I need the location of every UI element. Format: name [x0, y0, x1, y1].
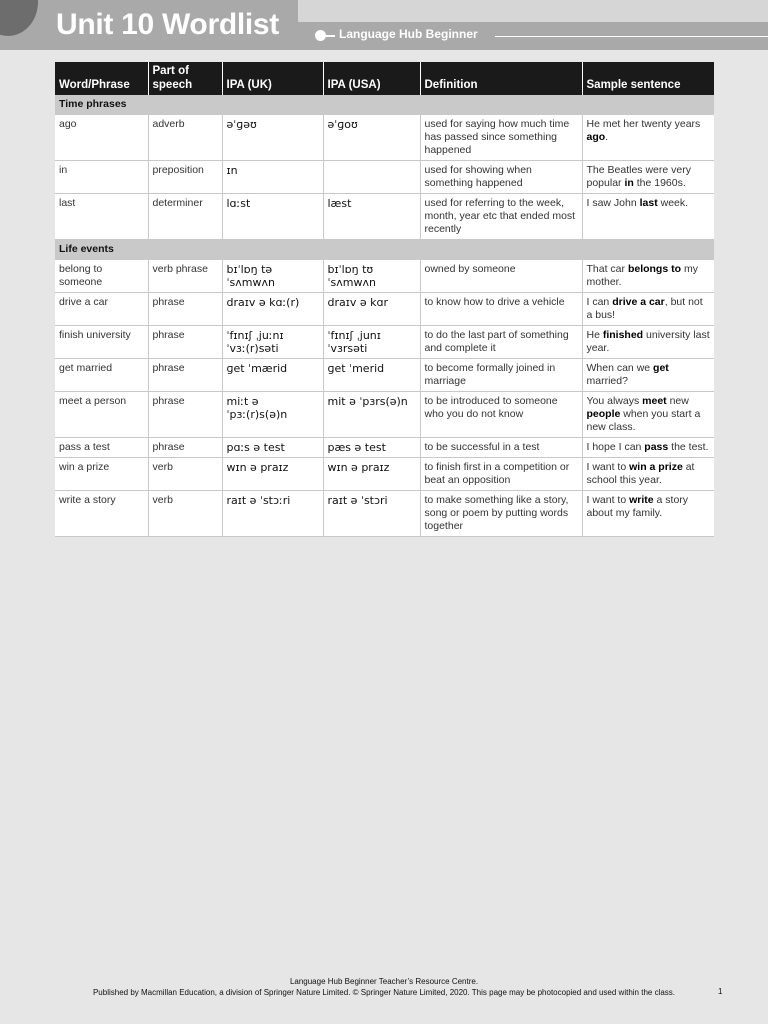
ipa-uk-cell: əˈɡəʊ [222, 115, 323, 161]
word-cell: ago [55, 115, 148, 161]
section-row [55, 95, 714, 115]
ipa-uk-cell: draɪv ə kɑː(r) [222, 293, 323, 326]
wordlist-table [55, 62, 714, 537]
highlighted-word: last [639, 197, 658, 209]
sample-sentence-cell [582, 260, 714, 293]
part-of-speech-cell: phrase [148, 326, 222, 359]
sentence-text: That car [586, 263, 628, 275]
part-of-speech-cell: phrase [148, 293, 222, 326]
table-row [55, 458, 714, 491]
ipa-uk-cell: wɪn ə praɪz [222, 458, 323, 491]
sample-sentence-cell [582, 438, 714, 458]
definition-cell: owned by someone [420, 260, 582, 293]
page-footer [0, 976, 768, 998]
page-title: Unit 10 Wordlist [56, 8, 279, 41]
ipa-us-cell: ˈfɪnɪʃ ˌjunɪˈvɜrsəti [323, 326, 420, 359]
sentence-text: You always [586, 395, 643, 407]
highlighted-word: people [586, 408, 621, 420]
word-cell: pass a test [55, 438, 148, 458]
footer-line-1: Language Hub Beginner Teacher’s Resource Centre. [289, 977, 479, 986]
column-header: IPA (UK) [222, 62, 323, 95]
part-of-speech-cell: phrase [148, 359, 222, 392]
table-row [55, 293, 714, 326]
section-row [55, 240, 714, 260]
ipa-uk-cell: ɡet ˈmærid [222, 359, 323, 392]
sentence-text: When can we [586, 362, 654, 374]
part-of-speech-cell: preposition [148, 161, 222, 194]
ipa-us-cell: mit ə ˈpɜrs(ə)n [323, 392, 420, 438]
word-cell: get married [55, 359, 148, 392]
word-cell: belong to someone [55, 260, 148, 293]
ipa-uk-cell: miːt ə ˈpɜː(r)s(ə)n [222, 392, 323, 438]
definition-cell: to be successful in a test [420, 438, 582, 458]
highlighted-word: drive a car [612, 296, 665, 308]
table-row [55, 359, 714, 392]
highlighted-word: belongs to [627, 263, 682, 275]
part-of-speech-cell: adverb [148, 115, 222, 161]
sentence-text: The Beatles were very popular [586, 164, 691, 189]
word-cell: last [55, 194, 148, 240]
ipa-us-cell: əˈɡoʊ [323, 115, 420, 161]
section-heading: Life events [55, 240, 714, 260]
ipa-us-cell: raɪt ə ˈstɔri [323, 491, 420, 537]
sentence-text: I want to [586, 494, 630, 506]
definition-cell: to finish first in a competition or beat an opposition [420, 458, 582, 491]
ipa-us-cell: draɪv ə kɑr [323, 293, 420, 326]
sample-sentence-cell [582, 458, 714, 491]
word-cell: finish university [55, 326, 148, 359]
highlighted-word: get [653, 362, 669, 374]
part-of-speech-cell: determiner [148, 194, 222, 240]
part-of-speech-cell: verb phrase [148, 260, 222, 293]
table-body [55, 95, 714, 537]
sentence-text: He met her twenty years [586, 118, 701, 130]
highlighted-word: win a prize [629, 461, 683, 473]
sentence-text: new [666, 395, 689, 407]
ipa-us-cell [323, 161, 420, 194]
series-strip [315, 22, 768, 50]
table-row [55, 115, 714, 161]
sentence-text: week. [657, 197, 689, 209]
definition-cell: to be introduced to someone who you do not know [420, 392, 582, 438]
sample-sentence-cell [582, 326, 714, 359]
column-header: IPA (USA) [323, 62, 420, 95]
sentence-text: my mother. [586, 263, 698, 288]
sample-sentence-cell [582, 194, 714, 240]
definition-cell: to know how to drive a vehicle [420, 293, 582, 326]
definition-cell: to make something like a story, song or poem by putting words together [420, 491, 582, 537]
column-header: Sample sentence [582, 62, 714, 95]
table-header-row [55, 62, 714, 95]
sample-sentence-cell [582, 293, 714, 326]
word-cell: meet a person [55, 392, 148, 438]
series-label: Language Hub Beginner [339, 27, 478, 41]
ipa-us-cell: pæs ə test [323, 438, 420, 458]
table-row [55, 491, 714, 537]
sentence-text: university last year. [586, 329, 710, 354]
footer-line-2: Published by Macmillan Education, a division of Springer Nature Limited. © Springer Nature Limited, 2020. This page may be photocopied and used within the class. [92, 988, 676, 997]
table-row [55, 161, 714, 194]
sentence-text: I hope I can [586, 441, 645, 453]
definition-cell: used for showing when something happened [420, 161, 582, 194]
ipa-us-cell: bɪˈlɒŋ tʊ ˈsʌmwʌn [323, 260, 420, 293]
sentence-text: married? [586, 375, 628, 387]
highlighted-word: ago [586, 131, 606, 143]
ipa-us-cell: læst [323, 194, 420, 240]
sentence-text: I want to [586, 461, 630, 473]
sentence-text: the test. [668, 441, 709, 453]
column-header: Word/Phrase [55, 62, 148, 95]
definition-cell: used for referring to the week, month, year etc that ended most recently [420, 194, 582, 240]
sentence-text: I can [586, 296, 613, 308]
sentence-text: . [605, 131, 609, 143]
definition-cell: used for saying how much time has passed since something happened [420, 115, 582, 161]
ipa-uk-cell: bɪˈlɒŋ tə ˈsʌmwʌn [222, 260, 323, 293]
ipa-uk-cell: lɑːst [222, 194, 323, 240]
highlighted-word: meet [642, 395, 667, 407]
highlighted-word: pass [644, 441, 669, 453]
header-rule [495, 36, 768, 37]
ipa-uk-cell: ɪn [222, 161, 323, 194]
word-cell: write a story [55, 491, 148, 537]
table-row [55, 260, 714, 293]
definition-cell: to do the last part of something and complete it [420, 326, 582, 359]
part-of-speech-cell: verb [148, 458, 222, 491]
definition-cell: to become formally joined in marriage [420, 359, 582, 392]
sample-sentence-cell [582, 161, 714, 194]
sample-sentence-cell [582, 392, 714, 438]
page-header [0, 0, 768, 50]
header-disc-decoration [0, 0, 38, 36]
dash-decoration [325, 35, 335, 37]
ipa-us-cell: wɪn ə praɪz [323, 458, 420, 491]
highlighted-word: in [624, 177, 634, 189]
ipa-uk-cell: raɪt ə ˈstɔːri [222, 491, 323, 537]
part-of-speech-cell: phrase [148, 392, 222, 438]
word-cell: win a prize [55, 458, 148, 491]
table-row [55, 194, 714, 240]
highlighted-word: finished [602, 329, 644, 341]
sentence-text: a story about my family. [586, 494, 689, 519]
sentence-text: at school this year. [586, 461, 695, 486]
sample-sentence-cell [582, 491, 714, 537]
sentence-text: I saw John [586, 197, 640, 209]
section-heading: Time phrases [55, 95, 714, 115]
sentence-text: when you start a new class. [586, 408, 701, 433]
table-row [55, 438, 714, 458]
header-band [298, 0, 768, 22]
highlighted-word: write [629, 494, 654, 506]
ipa-uk-cell: ˈfɪnɪʃ ˌjuːnɪˈvɜː(r)səti [222, 326, 323, 359]
sentence-text: , but not a bus! [586, 296, 703, 321]
column-header: Definition [420, 62, 582, 95]
sample-sentence-cell [582, 115, 714, 161]
word-cell: drive a car [55, 293, 148, 326]
sentence-text: He [586, 329, 603, 341]
sentence-text: the 1960s. [633, 177, 686, 189]
sample-sentence-cell [582, 359, 714, 392]
part-of-speech-cell: phrase [148, 438, 222, 458]
ipa-uk-cell: pɑːs ə test [222, 438, 323, 458]
page-number: 1 [718, 987, 723, 996]
ipa-us-cell: ɡet ˈmerid [323, 359, 420, 392]
table-row [55, 392, 714, 438]
word-cell: in [55, 161, 148, 194]
part-of-speech-cell: verb [148, 491, 222, 537]
table-row [55, 326, 714, 359]
column-header: Part of speech [148, 62, 222, 95]
